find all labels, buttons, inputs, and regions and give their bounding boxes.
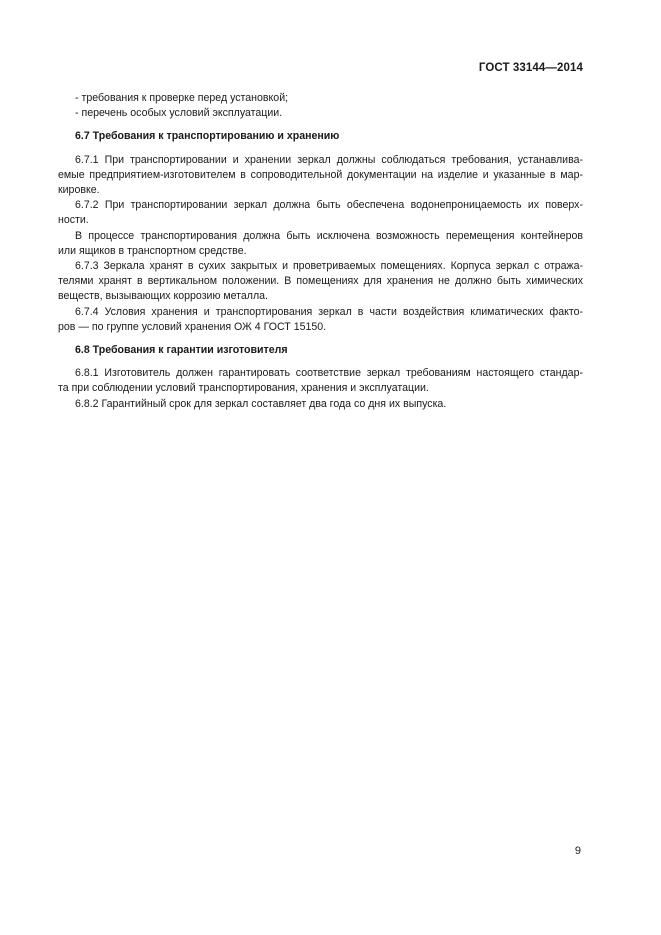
paragraph-line: веществ, вызывающих коррозию металла. — [58, 290, 268, 303]
document-body — [58, 91, 583, 412]
paragraph-6-7-1 — [58, 153, 583, 199]
paragraph-line: или ящиков в транспортном средстве. — [58, 244, 247, 257]
paragraph-line: 6.8.1 Изготовитель должен гарантировать соответствие зеркал требованиям настоящего стандар- — [75, 367, 583, 380]
paragraph-line: телями хранят в вертикальном положении. В помещениях для хранения не должно быть химических — [58, 275, 583, 288]
paragraph-line: 6.8.2 Гарантийный срок для зеркал составляет два года со дня их выпуска. — [75, 397, 447, 410]
document-code: ГОСТ 33144—2014 — [478, 62, 583, 74]
list-item-text: - перечень особых условий эксплуатации. — [75, 107, 283, 120]
paragraph-line: 6.7.2 При транспортировании зеркал должна быть обеспечена водонепроницаемость их поверх- — [75, 199, 583, 212]
paragraph-line: 6.7.4 Условия хранения и транспортирования зеркал в части воздействия климатических факто- — [75, 305, 583, 318]
paragraph-line: емые предприятием-изготовителем в сопроводительной документации на изделие и указанные в мар- — [58, 168, 583, 181]
section-heading-6-7: 6.7 Требования к транспортированию и хранению — [75, 130, 340, 143]
paragraph-line: 6.7.3 Зеркала хранят в сухих закрытых и проветриваемых помещениях. Корпуса зеркал с отража- — [75, 260, 583, 273]
paragraph-line: ности. — [58, 214, 89, 227]
paragraph-line: та при соблюдении условий транспортирования, хранения и эксплуатации. — [58, 382, 429, 395]
paragraph-6-8-2 — [75, 397, 583, 412]
paragraph-line: В процессе транспортирования должна быть исключена возможность перемещения контейнеров — [75, 229, 583, 242]
paragraph-line: ров — по группе условий хранения ОЖ 4 ГОСТ 15150. — [58, 320, 327, 333]
paragraph-6-7-2 — [58, 198, 583, 228]
section-heading-6-8: 6.8 Требования к гарантии изготовителя — [75, 344, 288, 357]
paragraph-6-7-2-cont — [58, 229, 583, 259]
paragraph-6-8-1 — [58, 366, 583, 396]
paragraph-line: кировке. — [58, 184, 100, 197]
list-item-text: - требования к проверке перед установкой; — [75, 92, 289, 104]
paragraph-6-7-4 — [58, 305, 583, 335]
list-item — [75, 106, 583, 121]
paragraph-line: 6.7.1 При транспортировании и хранении зеркал должны соблюдаться требования, устанавлива- — [75, 153, 583, 166]
page-number: 9 — [574, 845, 581, 857]
paragraph-6-7-3 — [58, 259, 583, 305]
list-item — [75, 91, 583, 106]
